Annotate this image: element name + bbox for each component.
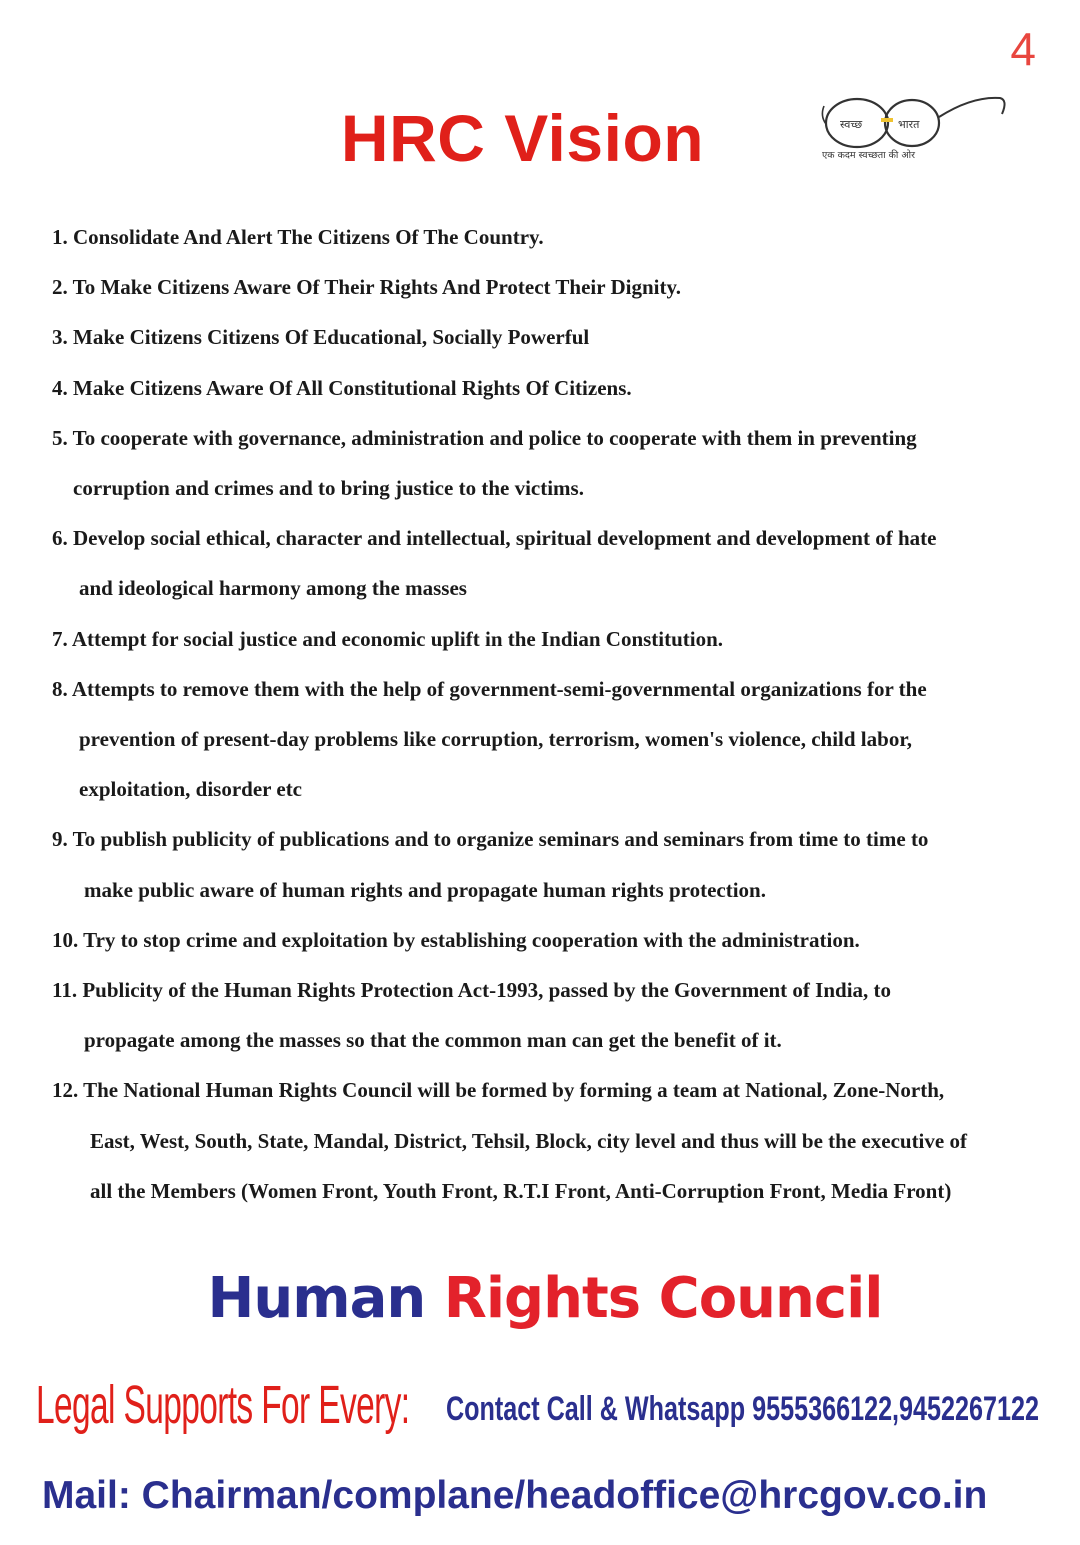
list-item bbox=[52, 614, 1042, 664]
list-item-line: 11. Publicity of the Human Rights Protection Act-1993, passed by the Government of India, to bbox=[52, 978, 892, 1003]
list-item-line: 8. Attempts to remove them with the help of government-semi-governmental organizations for the bbox=[52, 676, 927, 701]
logo-tagline: एक कदम स्वच्छता की ओर bbox=[822, 150, 916, 161]
list-item-line: 6. Develop social ethical, character and intellectual, spiritual development and development of hate bbox=[52, 526, 937, 551]
legal-support-row bbox=[36, 1374, 1056, 1444]
swachh-bharat-logo bbox=[812, 86, 1012, 166]
list-item-line: 2. To Make Citizens Aware Of Their Rights And Protect Their Dignity. bbox=[52, 275, 682, 300]
page-number: 4 bbox=[1010, 23, 1036, 75]
list-item bbox=[52, 312, 1042, 362]
list-item-line: 7. Attempt for social justice and economic uplift in the Indian Constitution. bbox=[52, 626, 724, 651]
list-item-line: 10. Try to stop crime and exploitation by establishing cooperation with the administration. bbox=[52, 927, 860, 952]
list-item-line: make public aware of human rights and propagate human rights protection. bbox=[84, 877, 766, 902]
list-item bbox=[52, 212, 1042, 262]
list-item-line: all the Members (Women Front, Youth Front, R.T.I Front, Anti-Corruption Front, Media Front) bbox=[90, 1178, 952, 1203]
list-item bbox=[52, 814, 1042, 914]
list-item-line: 12. The National Human Rights Council will be formed by forming a team at National, Zone-North, bbox=[52, 1078, 945, 1103]
org-name-part2: Rights Council bbox=[443, 1266, 883, 1331]
list-item-line: corruption and crimes and to bring justice to the victims. bbox=[73, 476, 584, 501]
list-item bbox=[52, 363, 1042, 413]
list-item bbox=[52, 965, 1042, 1065]
logo-left-label: स्वच्छ bbox=[840, 118, 863, 131]
list-item-line: propagate among the masses so that the common man can get the benefit of it. bbox=[84, 1028, 782, 1053]
list-item-line: East, West, South, State, Mandal, District, Tehsil, Block, city level and thus will be the executive of bbox=[90, 1128, 967, 1153]
list-item bbox=[52, 915, 1042, 965]
contact-numbers: Contact Call & Whatsapp 9555366122,9452267122 bbox=[446, 1390, 1039, 1428]
list-item bbox=[52, 262, 1042, 312]
list-item-line: 1. Consolidate And Alert The Citizens Of The Country. bbox=[52, 225, 544, 249]
org-name-part1: Human bbox=[207, 1266, 444, 1331]
logo-right-label: भारत bbox=[898, 118, 920, 131]
legal-support-text: Legal Supports For Every: bbox=[36, 1375, 410, 1435]
list-item-line: prevention of present-day problems like corruption, terrorism, women's violence, child labor, bbox=[79, 727, 912, 752]
page-title: HRC Vision bbox=[340, 101, 705, 175]
list-item-line: exploitation, disorder etc bbox=[79, 777, 303, 802]
list-item-line: 9. To publish publicity of publications and to organize seminars and seminars from time to time to bbox=[52, 827, 929, 852]
mail-address: Mail: Chairman/complane/headoffice@hrcgov.co.in bbox=[42, 1474, 988, 1517]
list-item-line: 4. Make Citizens Aware Of All Constitutional Rights Of Citizens. bbox=[52, 375, 632, 400]
list-item-line: 5. To cooperate with governance, administration and police to cooperate with them in preventing bbox=[52, 425, 917, 450]
list-item-line: and ideological harmony among the masses bbox=[79, 576, 467, 601]
list-item-line: 3. Make Citizens Citizens Of Educational, Socially Powerful bbox=[52, 325, 590, 350]
list-item bbox=[52, 513, 1042, 613]
vision-list bbox=[52, 212, 1042, 1216]
list-item bbox=[52, 664, 1042, 815]
organization-name bbox=[0, 1266, 1080, 1331]
list-item bbox=[52, 413, 1042, 513]
list-item bbox=[52, 1065, 1042, 1216]
